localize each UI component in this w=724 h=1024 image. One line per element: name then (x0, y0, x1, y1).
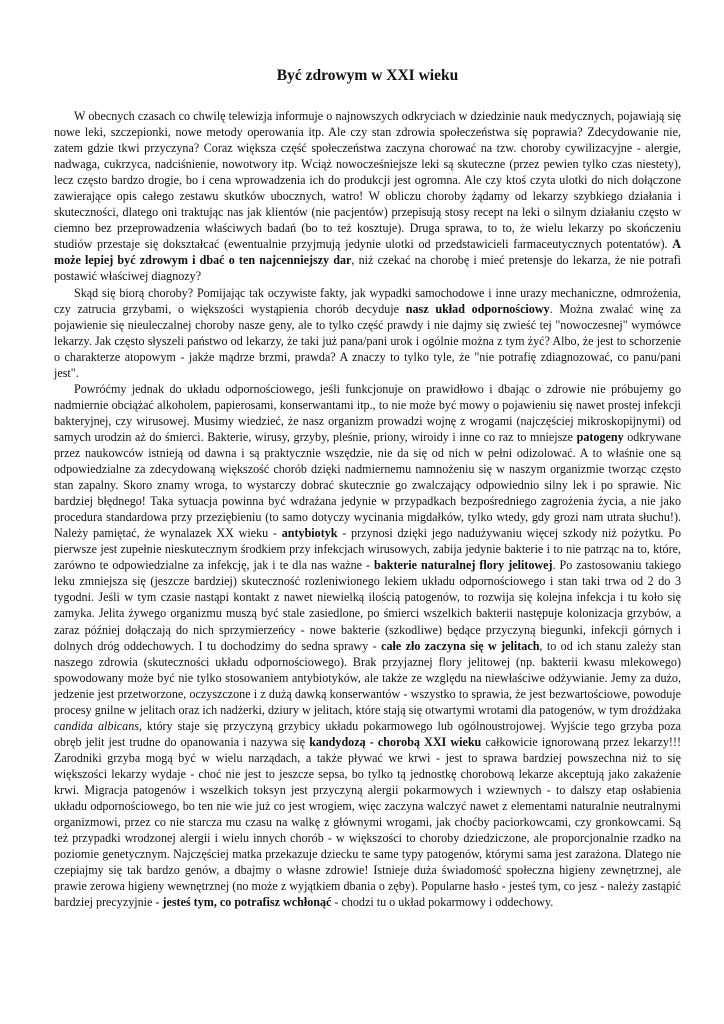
bold-emphasis: całe zło zaczyna się w jelitach (381, 638, 540, 653)
text-run: W obecnych czasach co chwilę telewizja informuje o najnowszych odkryciach w dziedzinie nauk medycznych, pojawiają się nowe leki, szczepionki, nowe metody operowania itp. Ale czy stan zdrowia społeczeństwa się poprawia? Zdecydowanie nie, zatem gdzie tkwi przyczyna? Coraz większa część społeczeństwa zaczyna chorować na tzw. choroby cywilizacyjne - alergie, nadwaga, cukrzyca, nadciśnienie, nowotwory itp. Wciąż nowocześniejsze leki są skuteczne (przez pewien tylko czas niestety), lecz często bardzo drogie, bo i cena wprowadzenia ich do produkcji jest ogromna. Ale czy ktoś czyta ulotki do nich dołączone zawierające opis całego zestawu skutków ubocznych, watro! W obliczu choroby żądamy od lekarzy szybkiego działania i skuteczności, dlatego oni traktując nas jak klientów (nie pacjentów) przepisują stosy recept na leki o silnym działaniu często w ciemno bez przeprowadzenia właściwych badań (bo to też kosztuje). Druga sprawa, to to, że wielu lekarzy po skończeniu studiów przestaje się dokształcać (ewentualnie przyjmują jedynie ulotki od przedstawicieli farmaceutycznych potentatów). (54, 109, 681, 252)
text-run: Skąd się biorą choroby? Pomijając tak oczywiste fakty, jak wypadki samochodowe i inne urazy mechaniczne, odmrożenia, czy zatrucia grzybami, o większości wystąpienia chorób decyduje (54, 285, 681, 316)
text-run: Powróćmy jednak do układu odpornościowego, jeśli funkcjonuje on prawidłowo i dbając o zdrowie nie próbujemy go nadmiernie obciążać alkoholem, papierosami, konserwantami itp., to nie może być mowy o pojawieniu się nawet prostej infekcji bakteryjnej, czy wirusowej. Musimy wiedzieć, że nasz organizm prowadzi wojnę z wrogami (najczęściej mikroskopijnymi) od samych urodzin aż do śmierci. Bakterie, wirusy, grzyby, pleśnie, priony, wiroidy i inne co raz to mniejsze (54, 381, 681, 444)
paragraph-1 (54, 108, 681, 285)
text-run: odkrywane przez naukowców istnieją od dawna i są praktycznie wszędzie, nie da się od nich w pełni odizolować. A to właśnie one są odpowiedzialne za zdecydowaną większość chorób dzięki nadmiernemu namnożeniu się w naszym organizmie tworząc często stan zapalny. Skoro znamy wroga, to wystarczy dobrać skutecznie go zwalczający odpowiednio silny lek i po sprawie. Nic bardziej błędnego! Taka sytuacja powinna być wdrażana jedynie w przypadkach bezpośredniego zagrożenia życia, a nie jako procedura standardowa przy przeziębieniu (to samo dotyczy wycinania migdałków, tylko wtedy, gdy grozi nam utrata słuchu!). Należy pamiętać, że wynalazek XX wieku - (54, 429, 681, 541)
bold-emphasis: patogeny (576, 429, 624, 444)
text-run: . Można zwalać winę za pojawienie się nieuleczalnej choroby nasze geny, ale to tylko część prawdy i nie dajmy się zwieść tej "nowoczesnej" wymówce lekarzy. Jak często słyszeli państwo od lekarzy, że taki już pana/pani urok i ogólnie można z tym żyć? Albo, że jest to schorzenie o charakterze atopowym - jakże mądrze brzmi, prawda? A znaczy to tylko tyle, że "nie potrafię zdiagnozować, co panu/pani jest". (54, 301, 681, 380)
italic-term: candida albicans (54, 718, 139, 733)
paragraph-3 (54, 381, 681, 911)
text-run: - przynosi dzięki jego nadużywaniu więcej szkody niż pożytku. Po pierwsze jest zupełnie nieskutecznym środkiem przy infekcjach wirusowych, zabija jedynie bakterie i to nie patrząc na to, które, zarówno te odpowiedzialne za infekcję, jak i te dla nas ważne - (54, 526, 681, 573)
document-body (54, 108, 681, 910)
text-run: , który staje się przyczyną grzybicy układu pokarmowego lub ogólnoustrojowej. Wyjście tego grzyba poza obręb jelit jest trudne do opanowania i nazywa się (54, 718, 681, 749)
bold-emphasis: jesteś tym, co potrafisz wchłonąć (162, 895, 332, 910)
bold-emphasis: A może lepiej być zdrowym i dbać o ten najcenniejszy dar (54, 237, 681, 268)
text-run: . Po zastosowaniu takiego leku zmniejsza się (jeszcze bardziej) skuteczność rozleniwionego lekiem układu odpornościowego i stan taki trwa od 2 do 3 tygodni. Jeśli w tym czasie nastąpi kontakt z nawet niewielką ilością patogenów, to rozwija się kolejna infekcja i tu koło się zamyka. Jelita żywego organizmu muszą być stale zasiedlone, po śmierci wszelkich bakterii następuje kolonizacja grzybów, a zaraz później dołączają do nich sprzymierzeńcy - nowe bakterie (szkodliwe) będące przyczyną biegunki, infekcji górnych i dolnych dróg oddechowych. I tu dochodzimy do sedna sprawy - (54, 558, 682, 653)
bold-emphasis: antybiotyk (281, 526, 338, 541)
text-run: , niż czekać na chorobę i mieć pretensje do lekarza, że nie potrafi postawić właściwej diagnozy? (54, 253, 681, 284)
document-title: Być zdrowym w XXI wieku (276, 67, 459, 84)
text-run: - chodzi tu o układ pokarmowy i oddechowy. (331, 895, 554, 910)
bold-emphasis: kandydozą - chorobą XXI wieku (309, 734, 482, 749)
text-run: całkowicie ignorowaną przez lekarzy!!! Zarodniki grzyba mogą być w wielu narządach, a także pływać we krwi - jest to sprawa bardziej powszechna niż to się większości lekarzy wydaje - choć nie jest to jeszcze sepsa, bo tylko tą jednostkę chorobową lekarze akceptują jako zakażenie krwi. Migracja patogenów i wszelkich toksyn jest przyczyną alergii pokarmowych i wziewnych - to dalszy etap osłabienia układu odpornościowego, bo ten nie wie już co jest wrogiem, więc zaczyna walczyć nawet z elementami naturalnie neutralnymi organizmowi, przez co nie starcza mu czasu na walkę z głównymi wrogami, jak choćby paciorkowcami, czy gronkowcami. Są też przypadki wrodzonej alergii i wielu innych chorób - w większości to choroby dziedziczone, ale proporcjonalnie rzadko na poziomie genetycznym. Najczęściej matka przekazuje dziecku te same typy patogenów, którymi sama jest zarażona. Dlatego nie czepiajmy się tak bardzo genów, a dbajmy o własne zdrowie! Istnieje duża świadomość społeczna higieny zewnętrznej, ale prawie zerowa higieny wewnętrznej (no może z wyjątkiem dbania o zęby). Popularne hasło - jesteś tym, co jesz - należy zastąpić bardziej precyzyjnie - (54, 734, 681, 910)
text-run: , to od ich stanu zależy stan naszego zdrowia (skuteczności układu odpornościowego). Brak przyjaznej flory jelitowej (np. bakterii kwasu mlekowego) spowodowany może być nie tylko stosowaniem antybiotyków, ale także ze względu na niewłaściwe odżywianie. Jemy za dużo, jedzenie jest przetworzone, oczyszczone i z dużą dawką konserwantów - wszystko to sprawia, że jest bezwartościowe, powoduje procesy gnilne w jelitach oraz ich nadżerki, dziury w jelitach, które stają się otwartymi wrotami dla patogenów, w tym drożdżaka (54, 638, 681, 717)
paragraph-2 (54, 285, 681, 381)
bold-emphasis: nasz układ odpornościowy (405, 301, 550, 316)
bold-emphasis: bakterie naturalnej flory jelitowej (374, 558, 553, 573)
